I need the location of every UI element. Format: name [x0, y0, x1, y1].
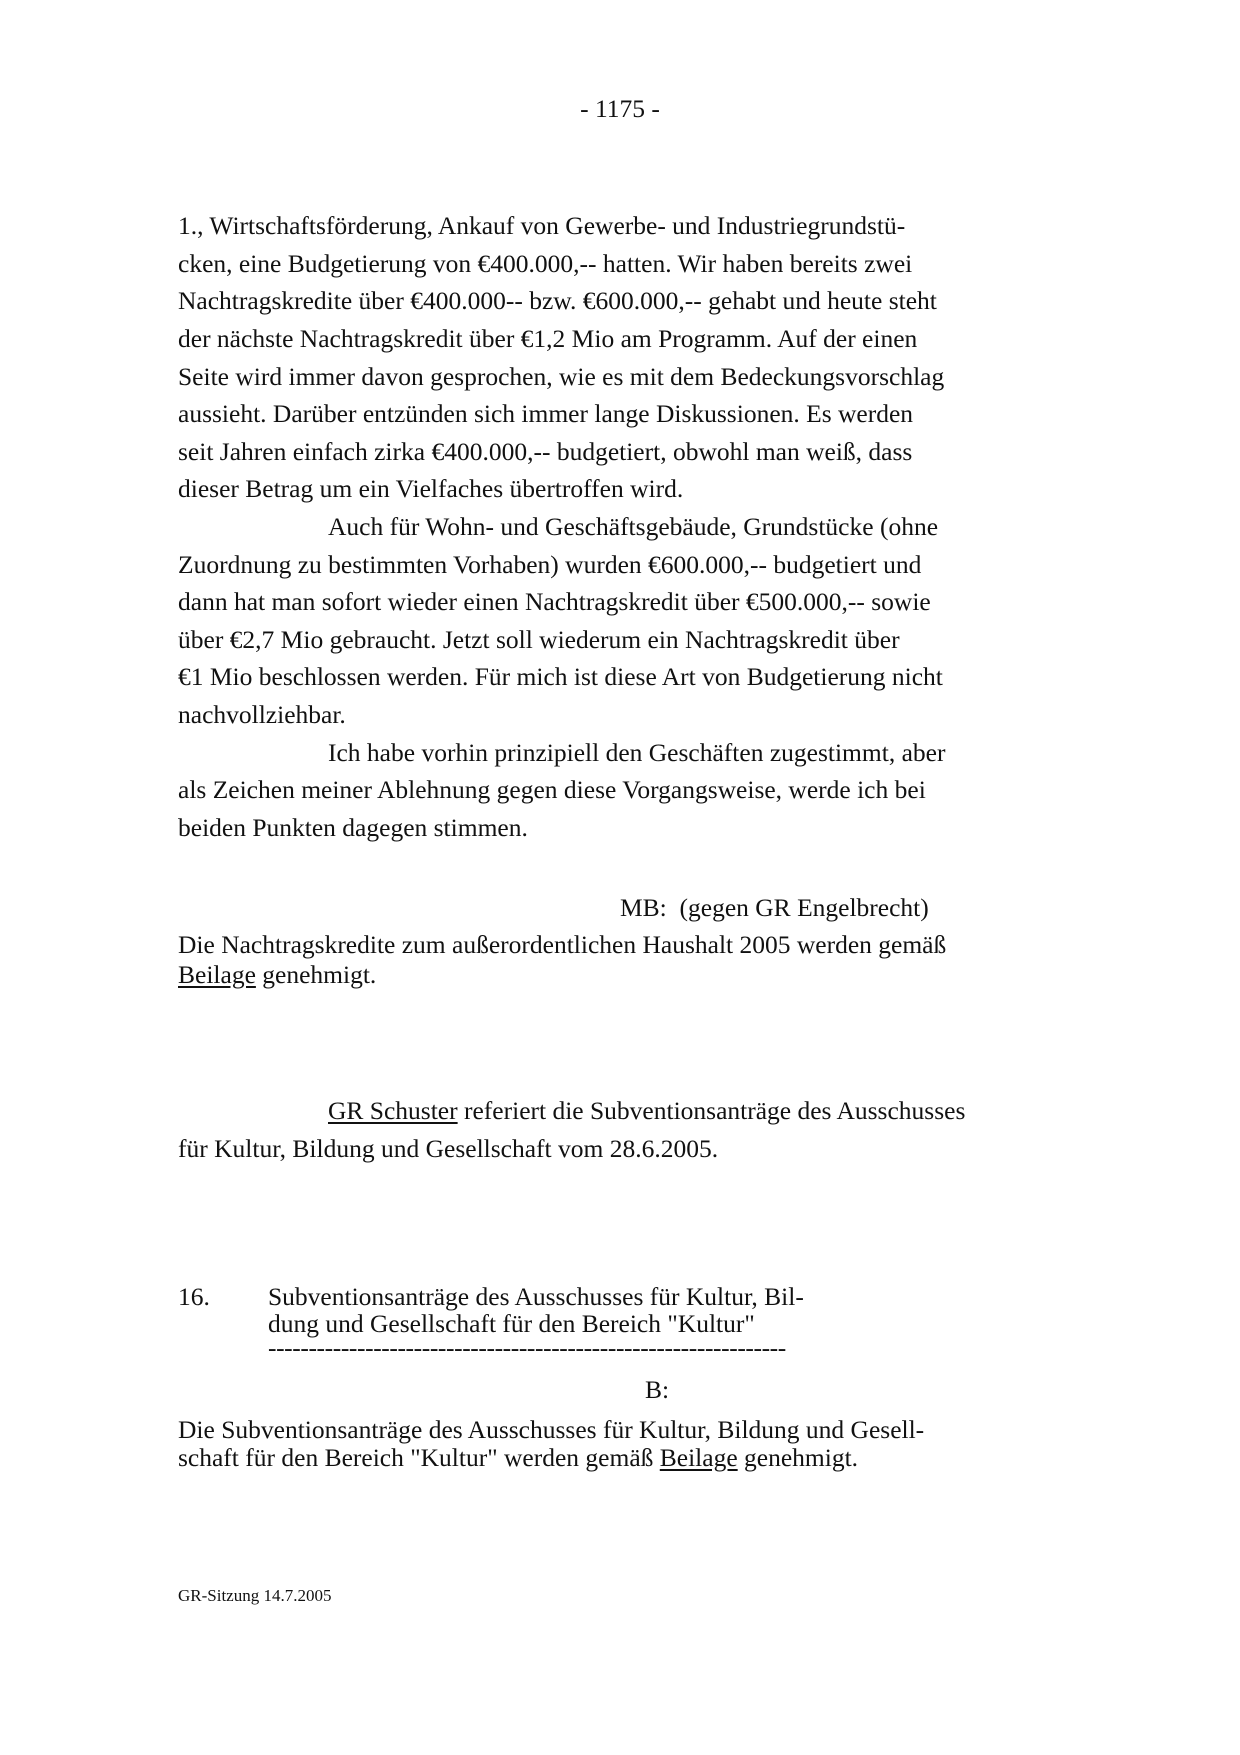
resolution-text-line2: Beilage genehmigt. [178, 960, 377, 989]
text-line: seit Jahren einfach zirka €400.000,-- budgetiert, obwohl man weiß, dass [178, 437, 913, 466]
resolution-label: B: [645, 1375, 670, 1404]
text-line: nachvollziehbar. [178, 700, 346, 729]
item-title-line2: dung und Gesellschaft für den Bereich "Kultur" [268, 1309, 755, 1338]
text-line: beiden Punkten dagegen stimmen. [178, 813, 528, 842]
resolution-text-line2: schaft für den Bereich "Kultur" werden gemäß Beilage genehmigt. [178, 1443, 859, 1472]
footer-session-date: GR-Sitzung 14.7.2005 [178, 1586, 332, 1605]
text-line: der nächste Nachtragskredit über €1,2 Mio am Programm. Auf der einen [178, 324, 918, 353]
beilage-link[interactable]: Beilage [659, 1443, 738, 1472]
item-title-line1: Subventionsanträge des Ausschusses für Kultur, Bil- [268, 1282, 804, 1311]
text-line: über €2,7 Mio gebraucht. Jetzt soll wiederum ein Nachtragskredit über [178, 625, 900, 654]
speaker-name: GR Schuster [328, 1096, 458, 1125]
text-line: dann hat man sofort wieder einen Nachtragskredit über €500.000,-- sowie [178, 587, 931, 616]
resolution-label: MB: (gegen GR Engelbrecht) [620, 893, 929, 922]
resolution-text: Die Subventionsanträge des Ausschusses für Kultur, Bildung und Gesell- [178, 1415, 925, 1444]
resolution-text: Die Nachtragskredite zum außerordentlichen Haushalt 2005 werden gemäß [178, 930, 947, 959]
referral-line1: GR Schuster referiert die Subventionsanträge des Ausschusses [328, 1096, 966, 1125]
text-line: €1 Mio beschlossen werden. Für mich ist diese Art von Budgetierung nicht [178, 662, 943, 691]
text-line: Auch für Wohn- und Geschäftsgebäude, Grundstücke (ohne [328, 512, 939, 541]
text-line: Seite wird immer davon gesprochen, wie es mit dem Bedeckungsvorschlag [178, 362, 945, 391]
text-line: als Zeichen meiner Ablehnung gegen diese Vorgangsweise, werde ich bei [178, 775, 926, 804]
referral-line2: für Kultur, Bildung und Gesellschaft vom 28.6.2005. [178, 1134, 719, 1163]
item-number: 16. [178, 1282, 210, 1311]
text-line: Nachtragskredite über €400.000-- bzw. €600.000,-- gehabt und heute steht [178, 286, 937, 315]
beilage-link[interactable]: Beilage [178, 960, 256, 989]
text-line: Ich habe vorhin prinzipiell den Geschäften zugestimmt, aber [328, 738, 946, 767]
text-line: Zuordnung zu bestimmten Vorhaben) wurden €600.000,-- budgetiert und [178, 550, 922, 579]
text-line: dieser Betrag um ein Vielfaches übertroffen wird. [178, 474, 684, 503]
text-line: cken, eine Budgetierung von €400.000,-- hatten. Wir haben bereits zwei [178, 249, 913, 278]
separator-line: ---------------------------------------------------------------- [268, 1333, 786, 1362]
text-line: aussieht. Darüber entzünden sich immer lange Diskussionen. Es werden [178, 399, 914, 428]
page-number: - 1175 - [580, 94, 660, 123]
text-line: 1., Wirtschaftsförderung, Ankauf von Gewerbe- und Industriegrundstü- [178, 211, 906, 240]
